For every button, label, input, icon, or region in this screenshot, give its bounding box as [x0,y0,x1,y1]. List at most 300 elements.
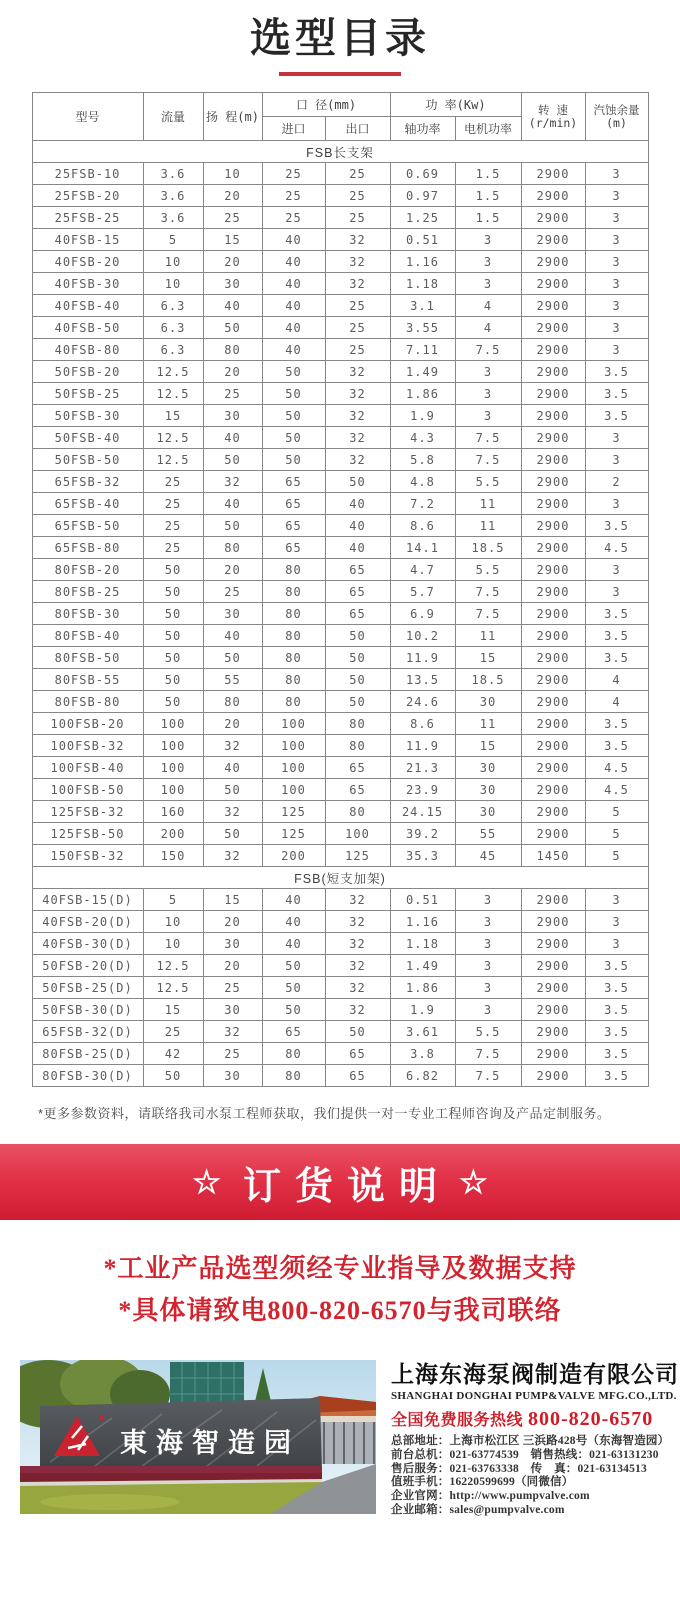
table-cell: 11 [455,493,521,515]
table-cell: 3 [455,933,521,955]
table-cell: 3.8 [390,1043,455,1065]
col-header-model: 型号 [32,93,143,141]
table-cell: 50 [203,317,262,339]
table-cell: 40 [325,537,390,559]
table-cell: 3 [585,559,648,581]
table-cell: 25 [262,207,325,229]
table-cell: 2900 [521,361,585,383]
table-row [32,471,648,493]
table-cell: 50 [325,647,390,669]
table-cell: 40 [203,757,262,779]
table-cell: 2900 [521,273,585,295]
table-cell: 100 [143,713,203,735]
table-cell: 2900 [521,559,585,581]
table-row [32,955,648,977]
table-cell: 10 [143,933,203,955]
table-row [32,229,648,251]
table-cell: 50 [262,999,325,1021]
hotline-label: 全国免费服务热线 [391,1412,524,1429]
table-cell: 2900 [521,515,585,537]
table-cell: 2900 [521,977,585,999]
table-cell: 50FSB-25 [32,383,143,405]
table-cell: 3 [585,185,648,207]
table-cell: 25 [325,163,390,185]
table-cell: 40 [262,889,325,911]
table-cell: 55 [455,823,521,845]
table-cell: 32 [325,933,390,955]
table-cell: 40FSB-30(D) [32,933,143,955]
table-row [32,845,648,867]
table-cell: 65 [262,537,325,559]
table-cell: 50 [203,647,262,669]
table-cell: 80FSB-55 [32,669,143,691]
table-cell: 1450 [521,845,585,867]
table-row [32,581,648,603]
table-row [32,163,648,185]
table-row [32,339,648,361]
table-cell: 32 [325,251,390,273]
table-cell: 40 [325,493,390,515]
table-cell: 4.3 [390,427,455,449]
table-cell: 3.55 [390,317,455,339]
table-cell: 3.5 [585,999,648,1021]
table-cell: 13.5 [390,669,455,691]
col-header-motor-power: 电机功率 [455,117,521,141]
table-cell: 7.5 [455,1043,521,1065]
table-cell: 25 [325,185,390,207]
table-cell: 80FSB-30 [32,603,143,625]
table-cell: 25 [143,1021,203,1043]
table-cell: 6.9 [390,603,455,625]
table-section-fsb-long [32,141,648,867]
table-cell: 1.5 [455,185,521,207]
table-cell: 11 [455,515,521,537]
col-header-power-group: 功 率(Kw) [390,93,521,117]
table-cell: 15 [455,735,521,757]
page-title: 选型目录 [250,15,430,61]
table-cell: 125FSB-32 [32,801,143,823]
table-cell: 2 [585,471,648,493]
order-banner-title: 订货说明 [242,1165,451,1208]
table-cell: 80 [262,625,325,647]
table-cell: 100 [262,757,325,779]
table-cell: 32 [203,801,262,823]
table-cell: 3.5 [585,955,648,977]
table-cell: 50FSB-50 [32,449,143,471]
table-row [32,559,648,581]
table-cell: 12.5 [143,977,203,999]
table-row [32,779,648,801]
table-cell: 25FSB-20 [32,185,143,207]
table-cell: 7.5 [455,581,521,603]
table-row [32,801,648,823]
table-cell: 2900 [521,251,585,273]
table-cell: 65 [262,471,325,493]
table-cell: 50 [143,603,203,625]
table-cell: 3.5 [585,361,648,383]
table-cell: 3 [455,361,521,383]
table-cell: 45 [455,845,521,867]
table-cell: 8.6 [390,713,455,735]
table-cell: 25 [203,1043,262,1065]
table-cell: 125FSB-50 [32,823,143,845]
table-cell: 3 [455,273,521,295]
table-cell: 32 [203,735,262,757]
table-cell: 5 [143,229,203,251]
table-cell: 7.5 [455,1065,521,1087]
table-cell: 40 [262,339,325,361]
table-cell: 10 [143,273,203,295]
table-cell: 1.49 [390,955,455,977]
table-cell: 2900 [521,823,585,845]
table-cell: 24.6 [390,691,455,713]
table-cell: 30 [203,273,262,295]
table-cell: 4 [455,317,521,339]
table-cell: 3.6 [143,163,203,185]
table-cell: 3 [455,405,521,427]
table-cell: 10 [143,251,203,273]
table-cell: 1.16 [390,911,455,933]
table-cell: 25 [143,493,203,515]
table-cell: 125 [325,845,390,867]
table-cell: 5.8 [390,449,455,471]
table-cell: 100FSB-50 [32,779,143,801]
table-cell: 3.1 [390,295,455,317]
table-cell: 200 [262,845,325,867]
table-cell: 0.51 [390,889,455,911]
table-cell: 32 [325,889,390,911]
table-cell: 3 [585,295,648,317]
table-cell: 3.5 [585,603,648,625]
table-row [32,493,648,515]
table-cell: 25 [325,339,390,361]
table-cell: 50FSB-25(D) [32,977,143,999]
table-cell: 25 [143,537,203,559]
table-cell: 7.5 [455,427,521,449]
table-row [32,757,648,779]
table-row [32,1065,648,1087]
table-cell: 40 [262,317,325,339]
hotline-number: 800-820-6570 [527,1408,654,1430]
table-cell: 2900 [521,229,585,251]
table-cell: 1.9 [390,999,455,1021]
table-cell: 2900 [521,669,585,691]
table-cell: 50 [262,449,325,471]
table-cell: 3 [455,251,521,273]
table-cell: 3 [585,889,648,911]
table-cell: 40FSB-30 [32,273,143,295]
table-cell: 3.5 [585,1065,648,1087]
col-header-flow: 流量 [143,93,203,141]
table-cell: 100 [262,713,325,735]
table-cell: 50 [143,559,203,581]
order-notes [0,1248,680,1332]
table-section-row: FSB长支架 [32,141,648,163]
table-cell: 11.9 [390,735,455,757]
table-cell: 40 [262,273,325,295]
table-cell: 100FSB-40 [32,757,143,779]
table-cell: 32 [203,1021,262,1043]
table-cell: 2900 [521,317,585,339]
table-cell: 12.5 [143,383,203,405]
table-cell: 50 [143,1065,203,1087]
table-cell: 30 [455,801,521,823]
order-note-line: *具体请致电800-820-6570与我司联络 [118,1296,562,1325]
table-cell: 40FSB-20(D) [32,911,143,933]
table-cell: 50FSB-30 [32,405,143,427]
table-cell: 6.82 [390,1065,455,1087]
table-cell: 2900 [521,449,585,471]
table-cell: 7.2 [390,493,455,515]
table-cell: 3.5 [585,625,648,647]
table-cell: 5.5 [455,1021,521,1043]
company-details [391,1435,670,1518]
table-cell: 30 [455,779,521,801]
table-cell: 65FSB-80 [32,537,143,559]
table-row [32,669,648,691]
table-cell: 2900 [521,207,585,229]
table-cell: 25 [325,317,390,339]
table-row [32,647,648,669]
table-row [32,449,648,471]
table-cell: 25 [143,471,203,493]
table-cell: 5 [585,801,648,823]
table-cell: 2900 [521,1065,585,1087]
table-cell: 2900 [521,295,585,317]
table-cell: 80 [262,559,325,581]
table-cell: 65 [262,1021,325,1043]
company-name-en: SHANGHAI DONGHAI PUMP&VALVE MFG.CO.,LTD. [391,1390,677,1402]
table-cell: 40 [325,515,390,537]
table-row [32,1021,648,1043]
table-cell: 80 [262,1043,325,1065]
table-cell: 150FSB-32 [32,845,143,867]
table-cell: 15 [455,647,521,669]
table-cell: 50 [143,647,203,669]
table-cell: 10 [203,163,262,185]
table-cell: 3.61 [390,1021,455,1043]
table-cell: 80FSB-25 [32,581,143,603]
table-cell: 2900 [521,757,585,779]
table-cell: 80FSB-25(D) [32,1043,143,1065]
table-cell: 50 [262,405,325,427]
table-cell: 3 [585,273,648,295]
factory-photo [20,1360,376,1514]
table-cell: 40 [203,493,262,515]
table-cell: 40FSB-20 [32,251,143,273]
table-cell: 100FSB-32 [32,735,143,757]
table-cell: 80 [262,603,325,625]
table-cell: 24.15 [390,801,455,823]
table-cell: 25 [262,185,325,207]
table-cell: 50 [262,383,325,405]
table-cell: 25 [262,163,325,185]
table-cell: 12.5 [143,449,203,471]
company-info [391,1360,679,1518]
table-row [32,603,648,625]
company-name: 上海东海泵阀制造有限公司 [391,1361,679,1387]
table-cell: 65 [325,1065,390,1087]
table-section-row: FSB(短支加架) [32,867,648,889]
table-cell: 3.5 [585,405,648,427]
table-cell: 21.3 [390,757,455,779]
table-cell: 2900 [521,537,585,559]
table-row [32,537,648,559]
table-cell: 5.5 [455,559,521,581]
table-cell: 25 [143,515,203,537]
table-cell: 50 [203,779,262,801]
table-cell: 80 [203,339,262,361]
table-row [32,251,648,273]
table-row [32,317,648,339]
table-footnote: *更多参数资料，请联络我司水泵工程师获取，我们提供一对一专业工程师咨询及产品定制服务。 [38,1106,611,1121]
company-detail-address: 总部地址：上海市松江区 三浜路428号（东海智造园） [391,1435,670,1447]
table-cell: 2900 [521,383,585,405]
table-cell: 7.5 [455,339,521,361]
table-cell: 25 [203,383,262,405]
table-cell: 0.97 [390,185,455,207]
table-cell: 3 [585,933,648,955]
table-cell: 20 [203,713,262,735]
company-detail-website: 企业官网：http://www.pumpvalve.com [391,1490,590,1503]
sign-text: 東海智造园 [120,1428,300,1458]
table-row [32,823,648,845]
table-cell: 50 [143,625,203,647]
table-cell: 3 [585,427,648,449]
table-cell: 5 [585,823,648,845]
table-row [32,713,648,735]
table-cell: 50 [262,427,325,449]
table-cell: 40 [203,295,262,317]
table-cell: 65FSB-40 [32,493,143,515]
table-cell: 20 [203,361,262,383]
table-cell: 80 [262,647,325,669]
table-cell: 11 [455,713,521,735]
table-cell: 3.5 [585,515,648,537]
table-cell: 3.5 [585,1043,648,1065]
table-cell: 65 [325,559,390,581]
table-cell: 50 [325,691,390,713]
table-cell: 5.5 [455,471,521,493]
table-cell: 50 [203,823,262,845]
table-cell: 1.25 [390,207,455,229]
table-cell: 50 [203,515,262,537]
table-row [32,933,648,955]
order-note-line: *工业产品选型须经专业指导及数据支持 [103,1254,577,1283]
table-cell: 32 [325,383,390,405]
table-cell: 40 [262,933,325,955]
table-cell: 3.6 [143,185,203,207]
table-cell: 1.16 [390,251,455,273]
company-detail-mobile: 值班手机：16220599699（同微信） [391,1476,574,1489]
table-cell: 100 [143,779,203,801]
table-row [32,383,648,405]
table-cell: 32 [325,229,390,251]
table-cell: 4.7 [390,559,455,581]
table-cell: 65FSB-32 [32,471,143,493]
table-cell: 3 [585,449,648,471]
table-cell: 6.3 [143,295,203,317]
table-cell: 32 [325,449,390,471]
table-row [32,691,648,713]
table-cell: 3 [585,251,648,273]
col-header-inlet: 进口 [262,117,325,141]
table-cell: 2900 [521,185,585,207]
table-cell: 35.3 [390,845,455,867]
table-row [32,999,648,1021]
table-cell: 20 [203,185,262,207]
table-cell: 40FSB-80 [32,339,143,361]
table-row [32,515,648,537]
table-cell: 4 [585,691,648,713]
table-cell: 2900 [521,933,585,955]
table-cell: 5.7 [390,581,455,603]
table-cell: 40FSB-15(D) [32,889,143,911]
table-cell: 50FSB-30(D) [32,999,143,1021]
table-cell: 80FSB-80 [32,691,143,713]
table-cell: 30 [203,405,262,427]
table-cell: 2900 [521,691,585,713]
table-cell: 2900 [521,889,585,911]
table-cell: 4 [585,669,648,691]
table-cell: 11 [455,625,521,647]
table-cell: 3 [585,493,648,515]
table-cell: 20 [203,911,262,933]
table-cell: 14.1 [390,537,455,559]
col-header-npsh: 汽蚀余量 (m) [585,93,648,141]
selection-table [32,92,649,1087]
table-cell: 3.5 [585,647,648,669]
table-cell: 50FSB-20(D) [32,955,143,977]
table-cell: 0.69 [390,163,455,185]
table-cell: 2900 [521,647,585,669]
table-cell: 4.5 [585,779,648,801]
table-cell: 25FSB-10 [32,163,143,185]
company-section [0,1360,680,1518]
table-cell: 2900 [521,581,585,603]
table-cell: 50 [203,449,262,471]
table-cell: 32 [203,845,262,867]
table-cell: 3 [455,383,521,405]
table-cell: 25 [325,207,390,229]
table-cell: 3 [585,339,648,361]
table-cell: 30 [203,933,262,955]
table-cell: 15 [143,999,203,1021]
table-cell: 32 [325,955,390,977]
table-cell: 80 [262,691,325,713]
table-cell: 100 [325,823,390,845]
table-cell: 3 [455,889,521,911]
table-cell: 32 [325,427,390,449]
table-cell: 40 [203,427,262,449]
table-cell: 30 [455,757,521,779]
table-cell: 25 [203,207,262,229]
table-cell: 7.5 [455,603,521,625]
col-header-head: 扬 程(m) [203,93,262,141]
table-cell: 80 [203,537,262,559]
table-cell: 65 [262,493,325,515]
table-cell: 32 [325,273,390,295]
table-cell: 50 [325,625,390,647]
table-cell: 12.5 [143,955,203,977]
table-cell: 40FSB-15 [32,229,143,251]
table-cell: 30 [203,603,262,625]
table-cell: 80FSB-50 [32,647,143,669]
table-cell: 1.18 [390,273,455,295]
table-cell: 3.5 [585,713,648,735]
table-cell: 2900 [521,493,585,515]
table-cell: 3 [585,163,648,185]
